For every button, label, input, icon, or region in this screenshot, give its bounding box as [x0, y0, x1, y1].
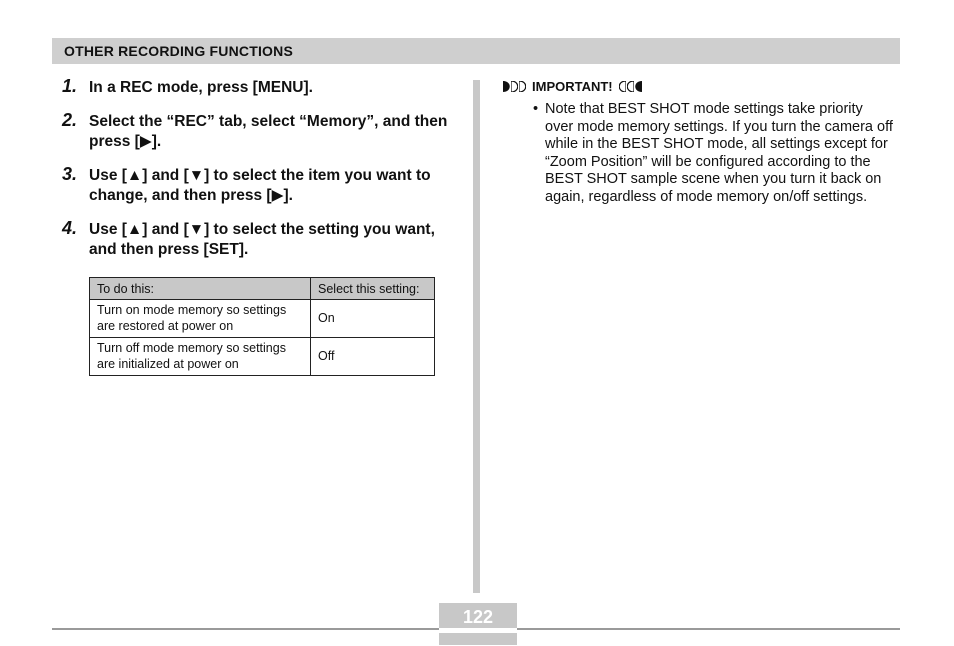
important-right-marks-icon — [619, 81, 642, 92]
step-number: 1. — [62, 76, 78, 96]
step-2 — [62, 112, 462, 152]
step-1 — [62, 78, 462, 98]
section-header-bar — [52, 38, 900, 64]
step-text: Use [▲] and [▼] to select the item you want to change, and then press [▶]. — [89, 167, 431, 204]
step-text: Select the “REC” tab, select “Memory”, and then press [▶]. — [89, 113, 448, 150]
important-label: IMPORTANT! — [532, 79, 613, 94]
step-number: 3. — [62, 164, 78, 184]
table-row — [90, 300, 435, 338]
table-header-cell: Select this setting: — [311, 278, 435, 300]
step-number: 4. — [62, 218, 78, 238]
important-note — [533, 101, 893, 207]
bullet: • — [533, 101, 539, 117]
page-number-band — [439, 628, 517, 633]
step-text: In a REC mode, press [MENU]. — [89, 79, 313, 96]
table-cell-setting: Off — [311, 338, 435, 376]
step-text: Use [▲] and [▼] to select the setting you want, and then press [SET]. — [89, 221, 435, 258]
important-left-marks-icon — [503, 81, 526, 92]
page-number-box — [439, 603, 517, 645]
page-number: 122 — [462, 607, 494, 627]
step-3 — [62, 166, 462, 206]
table-cell-action: Turn on mode memory so settings are restored at power on — [90, 300, 311, 338]
important-note-text: Note that BEST SHOT mode settings take priority over mode memory settings. If you turn the camera off while in the BEST SHOT mode, all settings except for “Zoom Position” will be configured according to the BEST SHOT sample scene when you turn it back on again, regardless of mode memory on/off settings. — [545, 101, 893, 205]
table-row — [90, 338, 435, 376]
table-header-row — [90, 278, 435, 300]
settings-table — [89, 277, 435, 376]
steps-column — [62, 78, 462, 274]
section-title: OTHER RECORDING FUNCTIONS — [64, 43, 293, 59]
important-heading — [503, 79, 642, 94]
table-cell-setting: On — [311, 300, 435, 338]
step-number: 2. — [62, 110, 78, 130]
table-cell-action: Turn off mode memory so settings are initialized at power on — [90, 338, 311, 376]
table-header-cell: To do this: — [90, 278, 311, 300]
column-divider — [473, 80, 480, 593]
step-4 — [62, 220, 462, 260]
